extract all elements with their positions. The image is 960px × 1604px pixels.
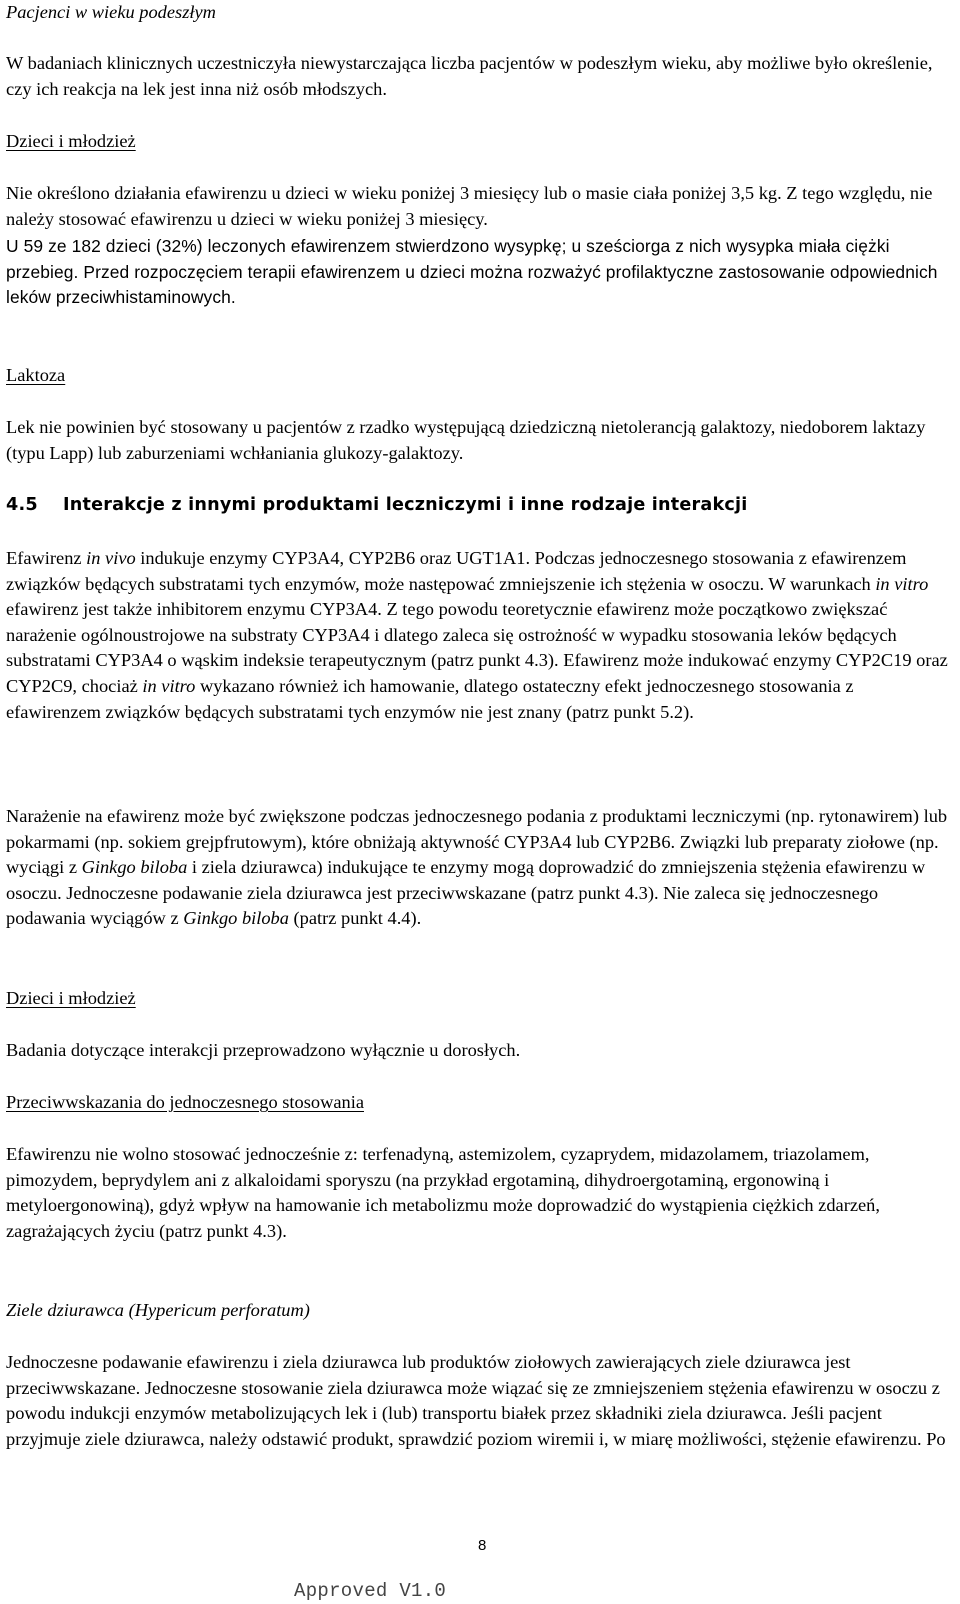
paragraph-st-johns-wort: Jednoczesne podawanie efawirenzu i ziela dziurawca lub produktów ziołowych zawierających ziele dziurawca jest przeciwwskazane. Jednoczesne stosowanie ziela dziurawca może wiązać się ze zmniejszeniem stężenia efawirenzu w osoczu z powodu indukcji enzymów metabolizujących lek i (lub) transportu białek przez składniki ziela dziurawca. Jeśli pacjent przyjmuje ziele dziurawca, należy odstawić produkt, sprawdzić poziom wiremii i, w miarę możliwości, stężenie efawirenzu. Po	[6, 1352, 946, 1449]
approved-watermark: Approved V1.0	[294, 1580, 447, 1602]
text-run: indukuje enzymy CYP3A4, CYP2B6 oraz UGT1A1. Podczas jednoczesnego stosowania z efawirenzem związków będących substratami tych enzymów, może następować zmniejszenie ich stężenia w osoczu. W warunkach	[6, 548, 907, 594]
italic-term: Ginkgo biloba	[183, 908, 289, 929]
text-run: (patrz punkt 4.4).	[288, 908, 422, 929]
text-run: i ziela dziurawca) indukujące te enzymy mogą doprowadzić do zmniejszenia stężenia efawirenzu w osoczu. Jednoczesne podawanie ziela dziurawca jest przeciwwskazane (patrz punkt 4.3). Nie zaleca się jednoczesnego podawania wyciągów z	[6, 857, 926, 929]
page-number: 8	[478, 1537, 487, 1554]
heading-st-johns-wort: Ziele dziurawca (Hypericum perforatum)	[6, 1300, 310, 1320]
paragraph-children-3: Badania dotyczące interakcji przeprowadzono wyłącznie u dorosłych.	[6, 1040, 521, 1060]
paragraph-children-1: Nie określono działania efawirenzu u dzieci w wieku poniżej 3 miesięcy lub o masie ciała poniżej 3,5 kg. Z tego względu, nie należy stosować efawirenzu u dzieci w wieku poniżej 3 miesięcy.	[6, 183, 933, 229]
paragraph-lactose: Lek nie powinien być stosowany u pacjentów z rzadko występującą dziedziczną nietolerancją galaktozy, niedoborem laktazy (typu Lapp) lub zaburzeniami wchłaniania glukozy-galaktozy.	[6, 417, 926, 463]
section-title-text: Interakcje z innymi produktami leczniczymi i inne rodzaje interakcji	[63, 495, 748, 515]
text-run: Efawirenz	[6, 548, 87, 568]
italic-term: in vitro	[875, 573, 929, 594]
paragraph-children-2: U 59 ze 182 dzieci (32%) leczonych efawirenzem stwierdzono wysypkę; u sześciorga z nich wysypka miała ciężki przebieg. Przed rozpoczęciem terapii efawirenzem u dzieci można rozważyć profilaktyczne zastosowanie odpowiednich leków przeciwhistaminowych.	[6, 236, 938, 308]
text-run: Narażenie na efawirenz może być zwiększone podczas jednoczesnego podania z produktami leczniczymi (np. rytonawirem) lub pokarmami (np. sokiem grejpfrutowym), które obniżają aktywność CYP3A4 lub CYP2B6. Związki lub preparaty ziołowe (np. wyciągi z	[6, 806, 948, 878]
text-run: efawirenz jest także inhibitorem enzymu CYP3A4. Z tego powodu teoretycznie efawirenz może początkowo zwiększać narażenie ogólnoustrojowe na substraty CYP3A4 i dlatego zaleca się ostrożność w wypadku stosowania leków będących substratami CYP3A4 o wąskim indeksie terapeutycznym (patrz punkt 4.3). Efawirenz może indukować enzymy CYP2C19 oraz CYP2C9, chociaż	[6, 599, 948, 696]
section-title	[6, 493, 952, 519]
italic-term: in vitro	[142, 675, 196, 696]
paragraph-contraindications: Efawirenzu nie wolno stosować jednocześnie z: terfenadyną, astemizolem, cyzaprydem, midazolamem, triazolamem, pimozydem, beprydylem ani z alkaloidami sporyszu (na przykład ergotaminą, dihydroergotaminą, ergonowiną i metyloergonowiną), gdyż wpływ na hamowanie ich metabolizmu może doprowadzić do wystąpienia ciężkich zdarzeń, zagrażających życiu (patrz punkt 4.3).	[6, 1144, 880, 1241]
heading-children: Dzieci i młodzież	[6, 131, 136, 151]
section-number: 4.5	[6, 495, 38, 515]
paragraph-interactions-1	[6, 546, 952, 725]
italic-term: in vivo	[86, 548, 136, 568]
paragraph-interactions-2	[6, 804, 952, 932]
heading-elderly: Pacjenci w wieku podeszłym	[6, 2, 216, 22]
text-run: wykazano również ich hamowanie, dlatego ostateczny efekt jednoczesnego stosowania z efawirenzem związków będących substratami tych enzymów nie jest znany (patrz punkt 5.2).	[6, 675, 854, 722]
heading-lactose: Laktoza	[6, 365, 66, 385]
heading-contraindications: Przeciwwskazania do jednoczesnego stosowania	[6, 1092, 364, 1112]
italic-term: Ginkgo biloba	[81, 857, 188, 878]
heading-children-2: Dzieci i młodzież	[6, 988, 136, 1008]
paragraph-elderly: W badaniach klinicznych uczestniczyła niewystarczająca liczba pacjentów w podeszłym wieku, aby możliwe było określenie, czy ich reakcja na lek jest inna niż osób młodszych.	[6, 53, 933, 99]
